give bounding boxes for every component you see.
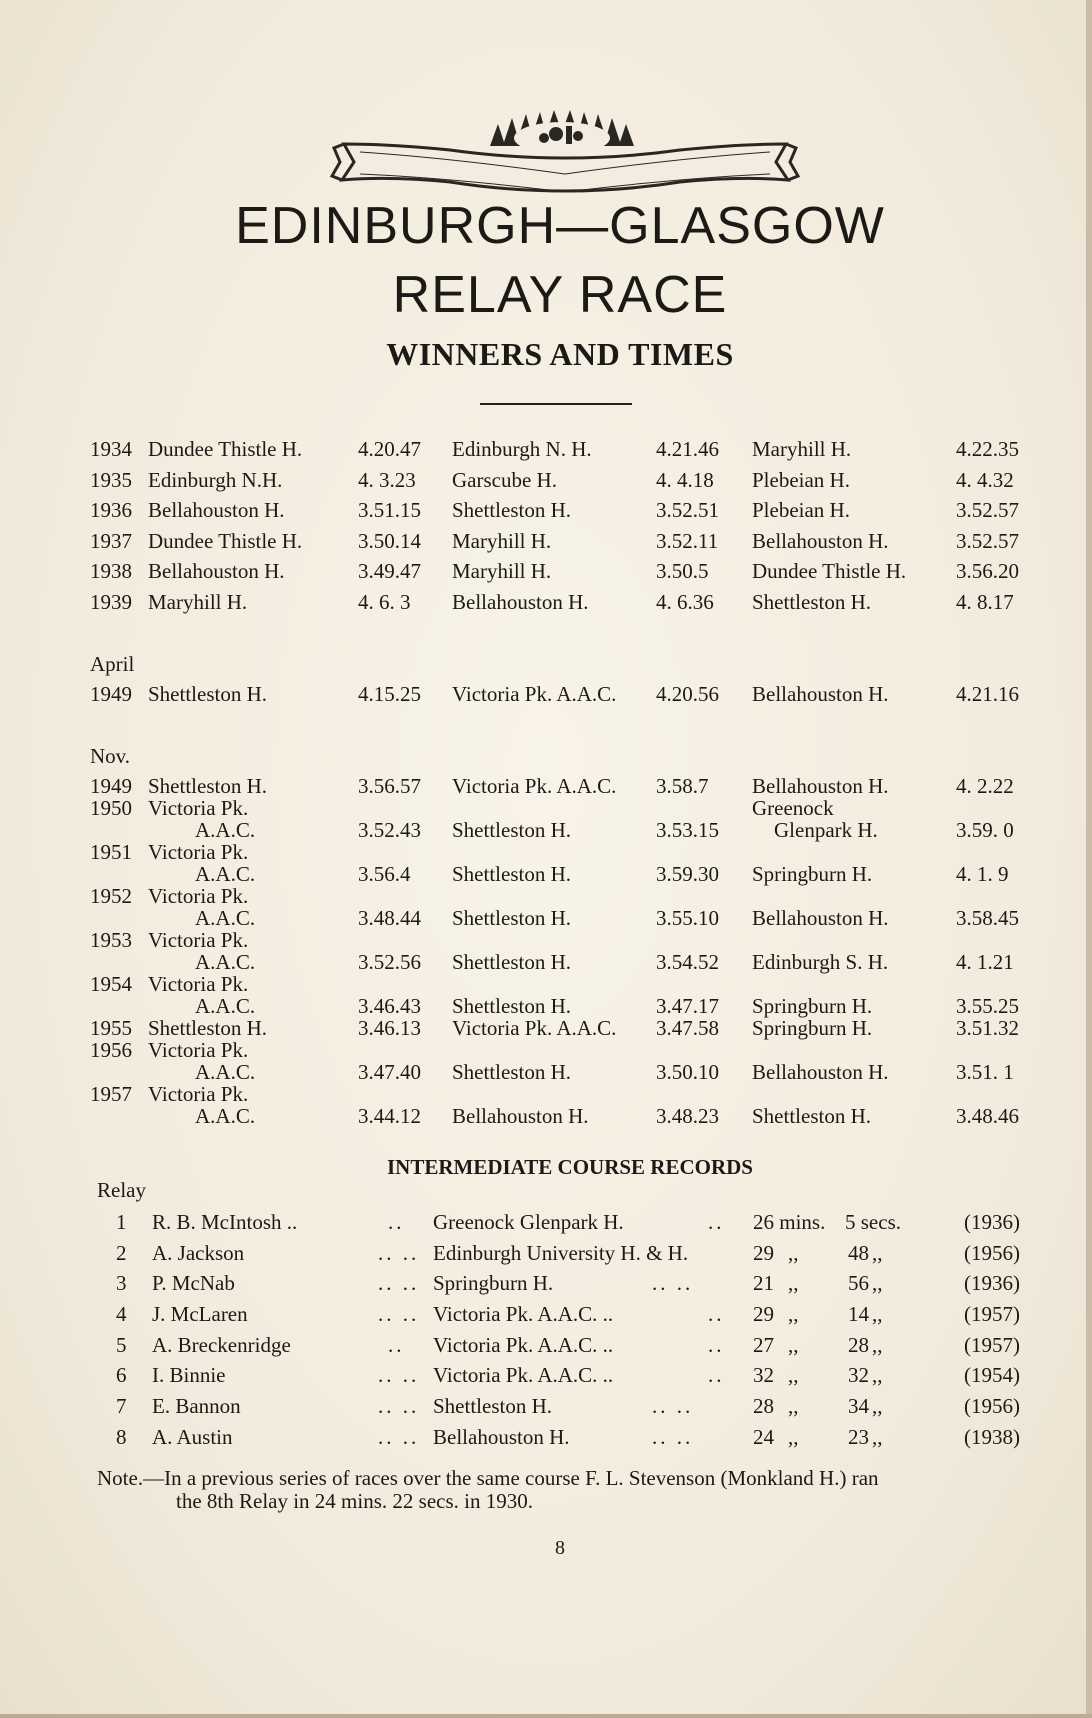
- third-time: 4.21.16: [956, 681, 1019, 706]
- table-row: [90, 559, 1030, 590]
- first-time: 3.56.57: [358, 773, 421, 798]
- second-time: 3.48.23: [656, 1103, 719, 1128]
- year: 1936: [90, 498, 132, 522]
- second-time: 4.20.56: [656, 681, 719, 706]
- record-secs: 48: [848, 1240, 869, 1265]
- footnote-line-2: the 8th Relay in 24 mins. 22 secs. in 1930.: [176, 1489, 533, 1513]
- third-time: 3.59. 0: [956, 817, 1014, 842]
- table-row: [90, 1038, 1030, 1082]
- first-club: Shettleston H.: [148, 681, 267, 706]
- first-club-cont: A.A.C.: [195, 949, 256, 974]
- first-time: 4.20.47: [358, 437, 421, 461]
- second-time: 4.21.46: [656, 437, 719, 461]
- third-club: Springburn H.: [752, 993, 873, 1018]
- first-time: 3.52.43: [358, 817, 421, 842]
- record-secs: 34: [848, 1394, 869, 1419]
- runner-name: P. McNab: [152, 1271, 235, 1296]
- leader-dots: ..: [708, 1210, 725, 1234]
- first-time: 3.50.14: [358, 528, 421, 553]
- intermediate-heading: INTERMEDIATE COURSE RECORDS: [386, 1155, 753, 1179]
- leader-dots: .. ..: [652, 1424, 694, 1449]
- first-club-cont: A.A.C.: [195, 993, 256, 1018]
- year: 1939: [90, 589, 132, 614]
- table-row: [0, 1425, 1092, 1456]
- second-time: 3.58.7: [656, 773, 709, 798]
- first-time: 3.52.56: [358, 949, 421, 974]
- runner-club: Victoria Pk. A.A.C. ..: [433, 1332, 614, 1357]
- second-time: 3.52.51: [656, 498, 719, 522]
- third-club: Springburn H.: [752, 861, 873, 886]
- ditto-mark: ,,: [788, 1240, 799, 1265]
- table-row: [0, 1363, 1092, 1394]
- first-time: 4.15.25: [358, 681, 421, 706]
- ditto-mark: ,,: [872, 1240, 883, 1265]
- second-club: Shettleston H.: [452, 498, 571, 522]
- table-row: [90, 796, 1030, 840]
- table-row: [90, 529, 1030, 560]
- relay-number: 3: [116, 1271, 127, 1296]
- third-time: 4. 2.22: [956, 773, 1014, 798]
- first-time: 3.44.12: [358, 1103, 421, 1128]
- table-row: [0, 1394, 1092, 1425]
- table-row: [0, 1302, 1092, 1333]
- leader-dots: .. ..: [378, 1240, 420, 1265]
- first-club: Bellahouston H.: [148, 498, 285, 522]
- third-time: 3.52.57: [956, 528, 1019, 553]
- table-row: [90, 840, 1030, 884]
- leader-dots: ..: [708, 1302, 725, 1327]
- first-time: 3.47.40: [358, 1059, 421, 1084]
- first-club: Victoria Pk.: [148, 971, 249, 996]
- record-mins: 24: [753, 1424, 774, 1449]
- record-secs: 5 secs.: [845, 1210, 901, 1234]
- runner-club: Victoria Pk. A.A.C. ..: [433, 1363, 614, 1388]
- ditto-mark: ,,: [872, 1302, 883, 1327]
- third-club: Bellahouston H.: [752, 1059, 889, 1084]
- second-time: 3.55.10: [656, 905, 719, 930]
- page-number: 8: [555, 1537, 565, 1559]
- second-club: Shettleston H.: [452, 949, 571, 974]
- relay-number: 5: [116, 1332, 127, 1357]
- table-row: [0, 1333, 1092, 1364]
- second-club: Maryhill H.: [452, 559, 552, 583]
- second-time: 3.52.11: [656, 528, 719, 553]
- second-time: 4. 4.18: [656, 467, 714, 492]
- leader-dots: .. ..: [378, 1394, 420, 1419]
- year: 1953: [90, 927, 132, 952]
- leader-dots: ..: [708, 1332, 725, 1357]
- first-time: 3.51.15: [358, 498, 421, 522]
- relay-number: 2: [116, 1240, 127, 1265]
- ditto-mark: ,,: [788, 1302, 799, 1327]
- third-time: 3.51.32: [956, 1015, 1019, 1040]
- record-year: (1957): [964, 1302, 1020, 1327]
- record-year: (1936): [964, 1210, 1020, 1234]
- record-year: (1956): [964, 1240, 1020, 1265]
- table-row: [90, 468, 1030, 499]
- third-club: Maryhill H.: [752, 437, 852, 461]
- runner-name: A. Austin: [152, 1424, 233, 1449]
- relay-number: 6: [116, 1363, 127, 1388]
- table-row: [90, 1016, 1030, 1038]
- runner-club: Springburn H.: [433, 1271, 554, 1296]
- second-club: Shettleston H.: [452, 905, 571, 930]
- record-year: (1936): [964, 1271, 1020, 1296]
- leader-dots: .. ..: [378, 1424, 420, 1449]
- year: 1950: [90, 795, 132, 820]
- third-time: 3.48.46: [956, 1103, 1019, 1128]
- first-club: Victoria Pk.: [148, 1037, 249, 1062]
- page-edge-bottom: [0, 1714, 1092, 1718]
- second-club: Edinburgh N. H.: [452, 437, 592, 461]
- third-time: 3.51. 1: [956, 1059, 1014, 1084]
- second-club: Garscube H.: [452, 467, 557, 492]
- first-club-cont: A.A.C.: [195, 1059, 256, 1084]
- year: 1949: [90, 773, 132, 798]
- leader-dots: ..: [708, 1363, 725, 1388]
- leader-dots: .. ..: [378, 1363, 420, 1388]
- record-mins: 32: [753, 1363, 774, 1388]
- second-time: 3.47.17: [656, 993, 719, 1018]
- year: 1957: [90, 1081, 132, 1106]
- year: 1937: [90, 528, 132, 553]
- runner-name: I. Binnie: [152, 1363, 226, 1388]
- table-row: [90, 590, 1030, 652]
- second-time: 3.50.10: [656, 1059, 719, 1084]
- third-time: 4. 4.32: [956, 467, 1014, 492]
- leader-dots: ..: [388, 1210, 405, 1234]
- first-time: 3.48.44: [358, 905, 421, 930]
- third-club: Bellahouston H.: [752, 528, 889, 553]
- runner-club: Edinburgh University H. & H.: [433, 1240, 689, 1265]
- third-time: 4. 1. 9: [956, 861, 1009, 886]
- first-club-cont: A.A.C.: [195, 1103, 256, 1128]
- runner-name: E. Bannon: [152, 1394, 241, 1419]
- second-time: 3.54.52: [656, 949, 719, 974]
- third-club: Bellahouston H.: [752, 681, 889, 706]
- year: 1952: [90, 883, 132, 908]
- first-club: Victoria Pk.: [148, 927, 249, 952]
- page-edge: [1086, 0, 1092, 1718]
- runner-club: Bellahouston H.: [433, 1424, 570, 1449]
- second-club: Shettleston H.: [452, 993, 571, 1018]
- third-time: 3.55.25: [956, 993, 1019, 1018]
- ditto-mark: ,,: [872, 1394, 883, 1419]
- table-row: [0, 1241, 1092, 1272]
- second-club: Bellahouston H.: [452, 589, 589, 614]
- record-year: (1938): [964, 1424, 1020, 1449]
- table-row: [90, 682, 1030, 744]
- table-row: [90, 928, 1030, 972]
- relay-number: 1: [116, 1210, 127, 1234]
- third-club: Shettleston H.: [752, 1103, 871, 1128]
- third-club: Edinburgh S. H.: [752, 949, 889, 974]
- table-row: [90, 1082, 1030, 1126]
- first-time: 3.46.43: [358, 993, 421, 1018]
- ditto-mark: ,,: [872, 1363, 883, 1388]
- second-time: 3.59.30: [656, 861, 719, 886]
- ditto-mark: ,,: [872, 1271, 883, 1296]
- record-mins: 28: [753, 1394, 774, 1419]
- third-club: Bellahouston H.: [752, 773, 889, 798]
- relay-number: 4: [116, 1302, 127, 1327]
- first-time: 3.46.13: [358, 1015, 421, 1040]
- footnote: [97, 1467, 1037, 1513]
- first-club: Victoria Pk.: [148, 883, 249, 908]
- year: 1949: [90, 681, 132, 706]
- table-row: [90, 437, 1030, 468]
- record-secs: 56: [848, 1271, 869, 1296]
- year: 1935: [90, 467, 132, 492]
- third-club: Springburn H.: [752, 1015, 873, 1040]
- ditto-mark: ,,: [872, 1424, 883, 1449]
- leader-dots: ..: [388, 1332, 405, 1357]
- third-club: Bellahouston H.: [752, 905, 889, 930]
- second-time: 3.50.5: [656, 559, 709, 583]
- record-secs: 32: [848, 1363, 869, 1388]
- record-mins: 26 mins.: [753, 1210, 826, 1234]
- runner-name: A. Jackson: [152, 1240, 245, 1265]
- table-row: [90, 774, 1030, 796]
- relay-number: 7: [116, 1394, 127, 1419]
- leader-dots: .. ..: [652, 1394, 694, 1419]
- ditto-mark: ,,: [788, 1363, 799, 1388]
- divider: [480, 403, 632, 405]
- second-time: 4. 6.36: [656, 589, 714, 614]
- runner-name: J. McLaren: [152, 1302, 248, 1327]
- third-club-cont: Glenpark H.: [774, 817, 878, 842]
- title-line-1: EDINBURGH—GLASGOW: [235, 197, 885, 255]
- record-year: (1957): [964, 1332, 1020, 1357]
- relay-number: 8: [116, 1424, 127, 1449]
- first-club: Dundee Thistle H.: [148, 528, 303, 553]
- april-label: April: [90, 651, 135, 676]
- table-row: [0, 1210, 1092, 1241]
- year: 1938: [90, 559, 132, 583]
- ditto-mark: ,,: [872, 1332, 883, 1357]
- runner-club: Greenock Glenpark H.: [433, 1210, 624, 1234]
- first-club: Shettleston H.: [148, 1015, 267, 1040]
- second-club: Shettleston H.: [452, 817, 571, 842]
- record-secs: 28: [848, 1332, 869, 1357]
- third-time: 4. 1.21: [956, 949, 1014, 974]
- title-line-2: RELAY RACE: [392, 266, 728, 324]
- ditto-mark: ,,: [788, 1424, 799, 1449]
- second-club: Victoria Pk. A.A.C.: [452, 773, 617, 798]
- first-club: Bellahouston H.: [148, 559, 285, 583]
- second-club: Shettleston H.: [452, 1059, 571, 1084]
- table-row: [90, 498, 1030, 529]
- first-time: 3.56.4: [358, 861, 411, 886]
- third-club: Greenock: [752, 795, 834, 820]
- year: 1951: [90, 839, 132, 864]
- third-time: 4. 8.17: [956, 589, 1014, 614]
- first-club-cont: A.A.C.: [195, 905, 256, 930]
- second-club: Maryhill H.: [452, 528, 552, 553]
- runner-club: Shettleston H.: [433, 1394, 552, 1419]
- nov-label: Nov.: [90, 743, 131, 768]
- ditto-mark: ,,: [788, 1394, 799, 1419]
- leader-dots: .. ..: [652, 1271, 694, 1296]
- relay-label: Relay: [97, 1178, 146, 1202]
- second-time: 3.47.58: [656, 1015, 719, 1040]
- third-time: 4.22.35: [956, 437, 1019, 461]
- runner-club: Victoria Pk. A.A.C. ..: [433, 1302, 614, 1327]
- winners-table: [90, 437, 1030, 1126]
- first-club-cont: A.A.C.: [195, 861, 256, 886]
- first-club: Shettleston H.: [148, 773, 267, 798]
- second-club: Bellahouston H.: [452, 1103, 589, 1128]
- records-table: [0, 1210, 1092, 1456]
- record-mins: 21: [753, 1271, 774, 1296]
- first-time: 3.49.47: [358, 559, 421, 583]
- record-mins: 29: [753, 1240, 774, 1265]
- table-row: [90, 884, 1030, 928]
- first-club-cont: A.A.C.: [195, 817, 256, 842]
- third-club: Dundee Thistle H.: [752, 559, 907, 583]
- runner-name: R. B. McIntosh ..: [152, 1210, 298, 1234]
- table-row: [0, 1271, 1092, 1302]
- second-club: Victoria Pk. A.A.C.: [452, 1015, 617, 1040]
- news-of-the-world-logo: [330, 104, 800, 202]
- second-club: Shettleston H.: [452, 861, 571, 886]
- first-club: Victoria Pk.: [148, 839, 249, 864]
- year: 1956: [90, 1037, 132, 1062]
- table-row: [90, 972, 1030, 1016]
- second-club: Victoria Pk. A.A.C.: [452, 681, 617, 706]
- first-time: 4. 3.23: [358, 467, 416, 492]
- year: 1954: [90, 971, 132, 996]
- runner-name: A. Breckenridge: [152, 1332, 291, 1357]
- subtitle: WINNERS AND TIMES: [386, 336, 734, 372]
- third-time: 3.58.45: [956, 905, 1019, 930]
- first-club: Victoria Pk.: [148, 795, 249, 820]
- first-club: Maryhill H.: [148, 589, 248, 614]
- third-club: Plebeian H.: [752, 498, 850, 522]
- third-time: 3.52.57: [956, 498, 1019, 522]
- record-year: (1956): [964, 1394, 1020, 1419]
- third-time: 3.56.20: [956, 559, 1019, 583]
- leader-dots: .. ..: [378, 1271, 420, 1296]
- footnote-line-1: Note.—In a previous series of races over the same course F. L. Stevenson (Monkland H.) ran: [97, 1466, 879, 1490]
- second-time: 3.53.15: [656, 817, 719, 842]
- ditto-mark: ,,: [788, 1332, 799, 1357]
- first-club: Dundee Thistle H.: [148, 437, 303, 461]
- first-club: Edinburgh N.H.: [148, 467, 283, 492]
- year: 1934: [90, 437, 132, 461]
- record-mins: 27: [753, 1332, 774, 1357]
- third-club: Shettleston H.: [752, 589, 871, 614]
- ditto-mark: ,,: [788, 1271, 799, 1296]
- first-club: Victoria Pk.: [148, 1081, 249, 1106]
- record-secs: 23: [848, 1424, 869, 1449]
- year: 1955: [90, 1015, 132, 1040]
- first-time: 4. 6. 3: [358, 589, 411, 614]
- record-secs: 14: [848, 1302, 869, 1327]
- record-mins: 29: [753, 1302, 774, 1327]
- record-year: (1954): [964, 1363, 1020, 1388]
- third-club: Plebeian H.: [752, 467, 850, 492]
- leader-dots: .. ..: [378, 1302, 420, 1327]
